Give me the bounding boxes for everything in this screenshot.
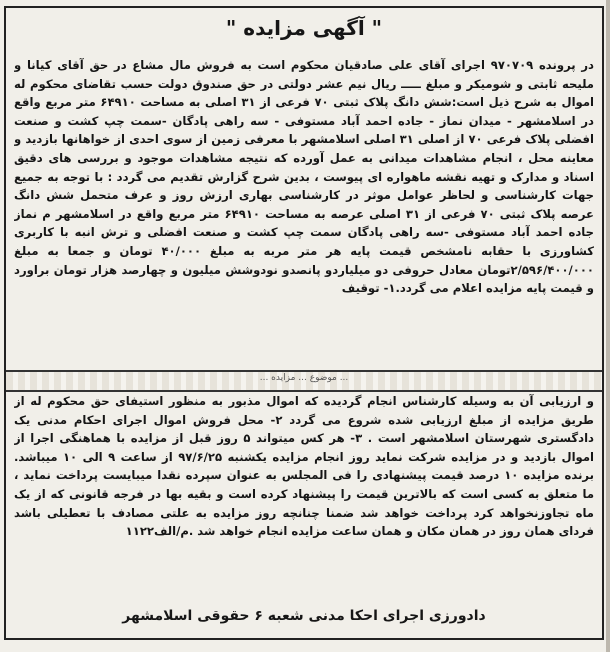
notice-title: " آگهی مزایده " [225, 16, 383, 40]
issuer-signature: دادورزی اجرای احکا مدنی شعبه ۶ حقوقی اسلامشهر [122, 608, 486, 624]
notice-body-part2: و ارزیابی آن به وسیله کارشناس انجام گردیده که اموال مذبور به منظور استیفای حق محکوم له از طریق مزایده از مبلغ ارزیابی شده شروع می گردد ۲- محل فروش اموال اجرای احکام مدنی یک دادگستری شهرستان اسلامشهر است . ۳- هر کس میتواند ۵ روز قبل از مزایده با هماهنگی اجرا از اموال بازدید و در مزایده شرکت نماید روز انجام مزایده یکشنبه ۹۷/۶/۲۵ از ساعت ۹ الی ۱۰ میباشد. برنده مزایده ۱۰ درصد قیمت پیشنهادی را فی المجلس به عنوان سپرده نقدا میبایست پرداخت نماید ، ما متعلق به کسی است که بالاترین قیمت را پیشنهاد کرده است و بقیه بها در فرجه قانونی که از یک ماه تجاوزنخواهد کرد پرداخت خواهد شد ضمنا چنانچه روز مزایده به علتی مصادف با تعطیلی باشد فردای همان روز در همان مکان و همان ساعت مزایده انجام خواهد شد .م/الف۱۱۲۲ [14, 394, 594, 539]
notice-body-part1: در پرونده ۹۷۰۷۰۹ اجرای آقای علی صادقیان محکوم است به فروش مال مشاع در حق آقای کیانا و ملیحه ثابتی و شومیکر و مبلغ ـــــ ریال نیم عشر دولتی در حق صندوق دولت حسب تقاضای محکوم له اموال به شرح ذیل است:شش دانگ پلاک ثبتی ۷۰ فرعی از ۳۱ اصلی به مساحت ۶۴۹۱۰ متر مربع واقع در اسلامشهر - میدان نماز - جاده احمد آباد مستوفی - سه راهی پادگان -سمت چپ کشت و صنعت افضلی پلاک فرعی ۷۰ از اصلی ۳۱ اصلی اسلامشهر با معرفی زمین از سوی احدی از خواهانها بازدید و معاینه محل ، انجام مشاهدات میدانی به عمل آورده که نتیجه مشاهدات موجود و بررسی های دقیق اسناد و مدارک و تهیه نقشه ماهواره ای پیوست ، بدین شرح گزارش تقدیم می گردد : با توجه به جمیع جهات کارشناسی و لحاظر عوامل موثر در کارشناسی بهاری ارزش روز و عرف متحمل شش دانگ عرصه پلاک ثبتی ۷۰ فرعی از ۳۱ اصلی عرصه به مساحت ۶۴۹۱۰ متر مربع واقع در اسلامشهر م نماز جاده احمد آباد مستوفی -سه راهی پادگان سمت چپ کشت و صنعت افضلی و ترش انبه با کاربری کشاورزی با حقابه نامشخص قیمت پایه هر متر مربه به مبلغ ۴۰/۰۰۰ تومان و جمعا به مبلغ ۲/۵۹۶/۴۰۰/۰۰۰تومان معادل حروفی دو میلیاردو پانصدو نودوشش میلیون و چهارصد هزار تومان براورد و قیمت پایه مزایده اعلام می گردد.۱- توقیف [14, 58, 594, 296]
notice-frame [4, 6, 604, 640]
torn-strip [6, 370, 602, 392]
page-edge [606, 0, 610, 652]
torn-strip-text: ... موضوع ... مزایده ... [259, 373, 349, 383]
